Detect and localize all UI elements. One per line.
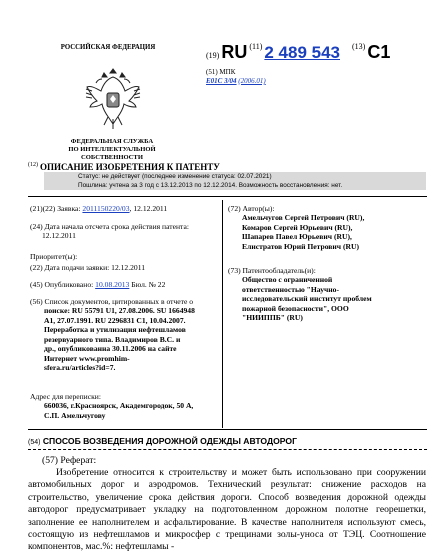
owner-block [228, 266, 428, 323]
cited-docs [30, 297, 220, 373]
author-item: Амельчугов Сергей Петрович (RU), [242, 213, 365, 223]
divider-dashed [28, 449, 427, 450]
owner-label: (73) Патентообладатель(и): [228, 266, 316, 275]
application-row [30, 204, 220, 213]
owner-line: пожарной безопасности", ООО [242, 303, 349, 313]
term-start-date: 12.12.2011 [42, 231, 76, 241]
abstract-text: Изобретение относится к строительству и может быть использовано при сооружении автомобильных дорог и аэродромов. Технический результат: снижение расходов на строительство, увеличение срока действия дороги. Способ возведения дорожной одежды автодорог предусматривает укладку на подготовленном дорожном полотне георешетки, заполнение ее наполнителем и асфальтирование. В качестве наполнителя используют смесь, состоящую из нефтешламов и микросфер с трещинами золы-уноса от ТЭЦ. Соотношение компонентов, мас.%: нефтешламы - [28, 467, 426, 553]
invention-code: (54) [28, 439, 41, 446]
address-label: Адрес для переписки: [30, 392, 101, 401]
published-label: (45) Опубликовано: [30, 280, 94, 289]
owner-line: исследовательский институт проблем [242, 294, 372, 304]
authors-label: (72) Автор(ы): [228, 204, 275, 213]
owner-line: Общество с ограниченной [242, 275, 333, 285]
abstract-label: (57) Реферат: [42, 455, 97, 466]
invention-title [28, 436, 297, 446]
owner-line: ответственностью "Научно- [242, 284, 339, 294]
cited-docs-line: др., опубликованна 30.11.2006 на сайте [44, 344, 177, 354]
owner-line: "НИИППБ" (RU) [242, 313, 303, 323]
agency-line-1: ФЕДЕРАЛЬНАЯ СЛУЖБА [70, 138, 154, 145]
divider-middle [28, 429, 427, 430]
kind-code: C1 [367, 42, 391, 62]
code-13: (13) [352, 42, 366, 51]
published-date-link[interactable]: 10.08.2013 [95, 280, 130, 289]
title-code: (12) [28, 162, 38, 168]
filing-date: (22) Дата подачи заявки: 12.12.2011 [30, 263, 146, 272]
address-line-2: С.П. Амельчугову [44, 410, 106, 420]
cited-docs-label: (56) Список документов, цитированных в отчете о [30, 297, 194, 306]
term-start-row [30, 222, 220, 241]
ipc-label: (51) МПК [206, 68, 236, 76]
published-row [30, 280, 220, 289]
divider-top [28, 196, 427, 197]
application-label: (21)(22) Заявка: [30, 204, 81, 213]
application-date: , 12.12.2011 [129, 204, 168, 213]
application-number-link[interactable]: 2011150220/03 [82, 204, 130, 213]
cited-docs-line: Интернет www.promhim- [44, 353, 130, 363]
ipc-class-link[interactable]: E01C 3/04 [206, 76, 237, 85]
cited-docs-line: резервуарного типа. Владимиров В.С. и [44, 334, 181, 344]
agency-line-2: ПО ИНТЕЛЛЕКТУАЛЬНОЙ СОБСТВЕННОСТИ [68, 145, 156, 161]
title-text: ОПИСАНИЕ ИЗОБРЕТЕНИЯ К ПАТЕНТУ [40, 162, 220, 172]
address-line-1: 660036, г.Красноярск, Академгородок, 50 А, [44, 401, 194, 411]
term-start-label: (24) Дата начала отсчета срока действия патента: [30, 222, 189, 231]
author-item: Шапарев Павел Юрьевич (RU), [242, 232, 352, 242]
cited-docs-line: A1, 27.07.1991. RU 2296831 C1, 10.04.2007. [44, 315, 186, 325]
priority-label: Приоритет(ы): [30, 252, 78, 261]
cited-docs-line: Переработка и утилизация нефтешламов [44, 325, 186, 335]
agency-name [42, 138, 182, 162]
ipc-block [206, 68, 266, 86]
country-code: RU [221, 42, 248, 62]
double-headed-eagle-emblem-icon [82, 63, 144, 133]
country-name: РОССИЙСКАЯ ФЕДЕРАЦИЯ [60, 44, 156, 51]
cited-docs-line: поиске: RU 55791 U1, 27.08.2006. SU 1664948 [44, 306, 195, 316]
cited-docs-line: sfera.ru/articles?id=7. [44, 363, 116, 373]
author-item: Елистратов Юрий Петрович (RU) [242, 241, 359, 251]
patent-number-link[interactable]: 2 489 543 [264, 43, 340, 62]
code-19: (19) [206, 51, 220, 60]
authors-block [228, 204, 428, 251]
correspondence-address [30, 392, 220, 420]
ipc-date-link[interactable]: (2006.01) [238, 76, 266, 85]
code-11: (11) [249, 42, 263, 51]
document-title [28, 162, 220, 172]
bulletin: Бюл. № 22 [131, 280, 166, 289]
invention-title-text: СПОСОБ ВОЗВЕДЕНИЯ ДОРОЖНОЙ ОДЕЖДЫ АВТОДОРОГ [42, 436, 297, 446]
patent-number-line [206, 42, 390, 63]
status-line-2: Пошлина: учтена за 3 год с 13.12.2013 по 12.12.2014. Возможность восстановления: нет. [78, 182, 343, 189]
column-divider [222, 200, 223, 428]
status-box [44, 172, 426, 190]
status-line-1: Статус: не действует (последнее изменение статуса: 02.07.2021) [78, 173, 272, 180]
author-item: Комаров Сергей Юрьевич (RU), [242, 222, 353, 232]
